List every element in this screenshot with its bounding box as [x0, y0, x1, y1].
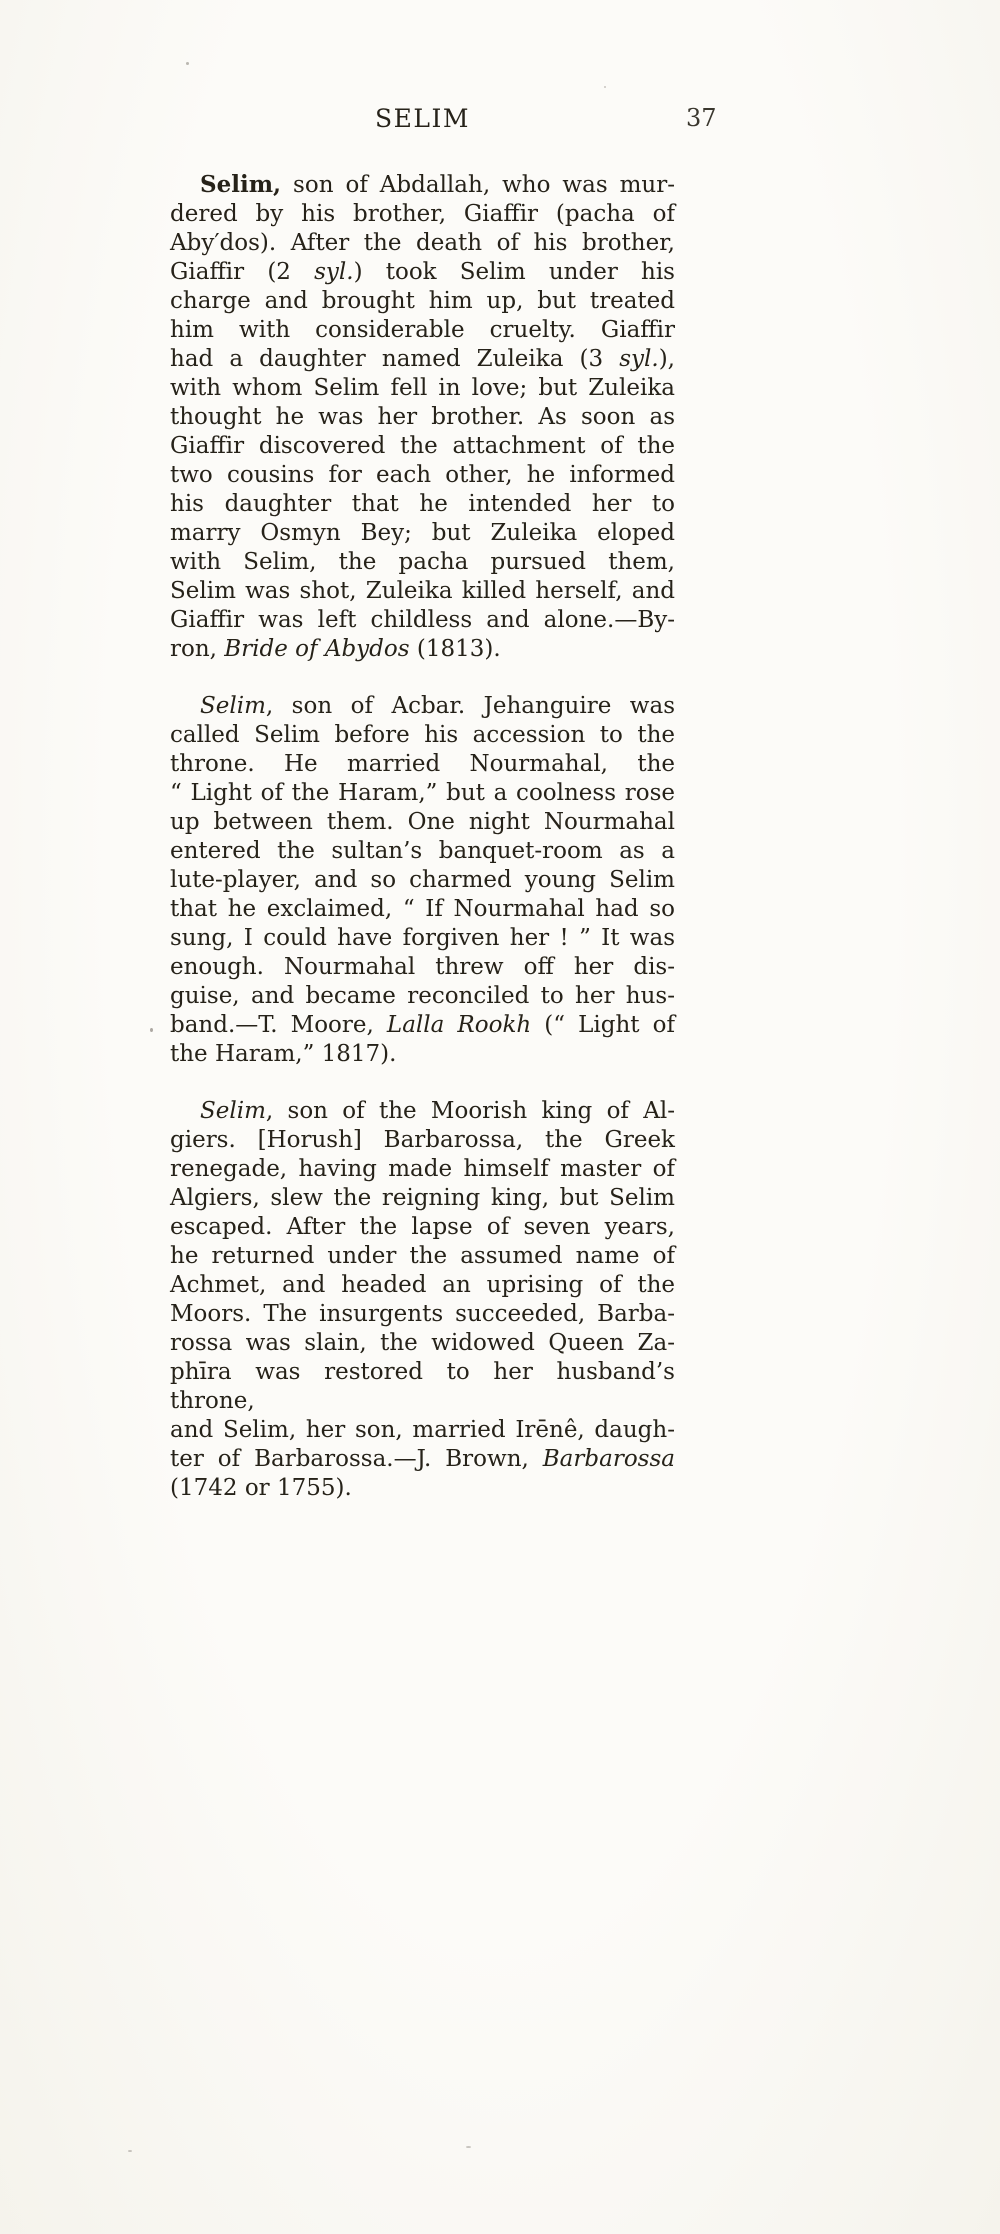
text-run: with Selim, the pacha pursued them, — [170, 549, 675, 575]
text-line — [170, 1300, 675, 1329]
text-run: Selim, — [200, 171, 282, 198]
text-run: he returned under the assumed name of — [170, 1243, 675, 1269]
page-number: 37 — [686, 104, 717, 132]
text-run: (1742 or 1755). — [170, 1475, 352, 1501]
paragraph — [170, 692, 675, 1069]
text-block — [170, 170, 675, 1503]
text-line — [170, 432, 675, 461]
text-line — [170, 721, 675, 750]
text-line — [170, 1011, 675, 1040]
text-run: and Selim, her son, married Irēnê, daugh- — [170, 1417, 675, 1443]
text-run: “ Light of the Haram,” but a coolness rose — [170, 780, 675, 806]
text-line — [170, 924, 675, 953]
text-line — [170, 258, 675, 287]
scan-speck — [186, 62, 189, 65]
text-run: Achmet, and headed an uprising of the — [170, 1272, 675, 1298]
scan-speck — [604, 86, 606, 88]
text-run: enough. Nourmahal threw off her dis- — [170, 954, 675, 980]
text-run: ) took Selim under his — [353, 259, 675, 285]
text-line — [170, 866, 675, 895]
text-run: , son of Acbar. Jehanguire was — [265, 693, 675, 719]
text-line — [170, 490, 675, 519]
text-run: the Haram,” 1817). — [170, 1041, 397, 1067]
text-line — [170, 200, 675, 229]
text-line — [170, 808, 675, 837]
text-line — [170, 1040, 675, 1069]
text-run: ron, — [170, 636, 225, 662]
text-run: throne. He married Nourmahal, the — [170, 751, 675, 777]
scan-speck — [128, 2150, 132, 2152]
text-line — [170, 1271, 675, 1300]
text-run: renegade, having made himself master of — [170, 1156, 675, 1182]
text-run: band.—T. Moore, — [170, 1012, 387, 1038]
text-line — [170, 1242, 675, 1271]
text-run: Bride of Abydos — [224, 636, 410, 662]
text-run: Giaffir (2 — [170, 259, 315, 285]
text-line — [170, 170, 675, 200]
text-run: marry Osmyn Bey; but Zuleika eloped — [170, 520, 675, 546]
text-run: dered by his brother, Giaffir (pacha of — [170, 201, 675, 227]
text-line — [170, 953, 675, 982]
text-run: up between them. One night Nourmahal — [170, 809, 675, 835]
text-run: ), — [658, 346, 675, 372]
text-run: had a daughter named Zuleika (3 — [170, 346, 620, 372]
text-run: syl. — [314, 259, 354, 285]
text-run: called Selim before his accession to the — [170, 722, 675, 748]
text-line — [170, 606, 675, 635]
text-line — [170, 692, 675, 721]
paragraph — [170, 1097, 675, 1503]
scan-speck — [150, 1028, 153, 1032]
text-run: him with considerable cruelty. Giaffir — [170, 317, 675, 343]
text-line — [170, 316, 675, 345]
text-run: Selim — [200, 693, 266, 719]
text-run: with whom Selim fell in love; but Zuleika — [170, 375, 675, 401]
text-run: Moors. The insurgents succeeded, Barba- — [170, 1301, 675, 1327]
text-line — [170, 1416, 675, 1445]
text-line — [170, 1155, 675, 1184]
text-run: Aby′dos). After the death of his brother, — [170, 230, 675, 256]
text-line — [170, 548, 675, 577]
text-line — [170, 374, 675, 403]
text-line — [170, 229, 675, 258]
text-run: (1813). — [409, 636, 501, 662]
text-run: , son of the Moorish king of Al- — [265, 1098, 675, 1124]
text-run: lute-player, and so charmed young Selim — [170, 867, 675, 893]
text-run: Giaffir was left childless and alone.—By- — [170, 607, 675, 633]
running-header: SELIM — [375, 104, 470, 133]
text-line — [170, 635, 675, 664]
scan-speck — [466, 2146, 471, 2148]
text-run: syl. — [619, 346, 659, 372]
text-line — [170, 345, 675, 374]
text-line — [170, 1329, 675, 1358]
text-line — [170, 750, 675, 779]
text-run: Barbarossa — [542, 1446, 675, 1472]
text-run: thought he was her brother. As soon as — [170, 404, 675, 430]
paragraph — [170, 170, 675, 664]
text-run: Selim was shot, Zuleika killed herself, and — [170, 578, 675, 604]
text-line — [170, 982, 675, 1011]
text-run: Algiers, slew the reigning king, but Selim — [170, 1185, 675, 1211]
text-line — [170, 1358, 675, 1416]
text-line — [170, 287, 675, 316]
text-run: guise, and became reconciled to her hus- — [170, 983, 675, 1009]
text-run: ter of Barbarossa.—J. Brown, — [170, 1446, 543, 1472]
text-line — [170, 1184, 675, 1213]
text-line — [170, 1213, 675, 1242]
text-run: Giaffir discovered the attachment of the — [170, 433, 675, 459]
text-run: two cousins for each other, he informed — [170, 462, 675, 488]
text-line — [170, 1474, 675, 1503]
text-line — [170, 1445, 675, 1474]
text-run: Selim — [200, 1098, 266, 1124]
text-run: rossa was slain, the widowed Queen Za- — [170, 1330, 675, 1356]
text-run: son of Abdallah, who was mur- — [281, 172, 675, 198]
text-line — [170, 895, 675, 924]
text-line — [170, 577, 675, 606]
text-run: escaped. After the lapse of seven years, — [170, 1214, 675, 1240]
text-line — [170, 1097, 675, 1126]
text-run: his daughter that he intended her to — [170, 491, 675, 517]
text-run: giers. [Horush] Barbarossa, the Greek — [170, 1127, 675, 1153]
text-line — [170, 779, 675, 808]
text-line — [170, 837, 675, 866]
text-run: entered the sultan’s banquet-room as a — [170, 838, 675, 864]
text-run: Lalla Rookh — [386, 1012, 532, 1038]
text-line — [170, 403, 675, 432]
text-line — [170, 519, 675, 548]
text-run: (“ Light of — [531, 1012, 676, 1038]
text-run: that he exclaimed, “ If Nourmahal had so — [170, 896, 675, 922]
text-line — [170, 461, 675, 490]
text-run: sung, I could have forgiven her ! ” It was — [170, 925, 675, 951]
text-run: phīra was restored to her husband’s throne, — [170, 1359, 675, 1414]
text-line — [170, 1126, 675, 1155]
text-run: charge and brought him up, but treated — [170, 288, 675, 314]
